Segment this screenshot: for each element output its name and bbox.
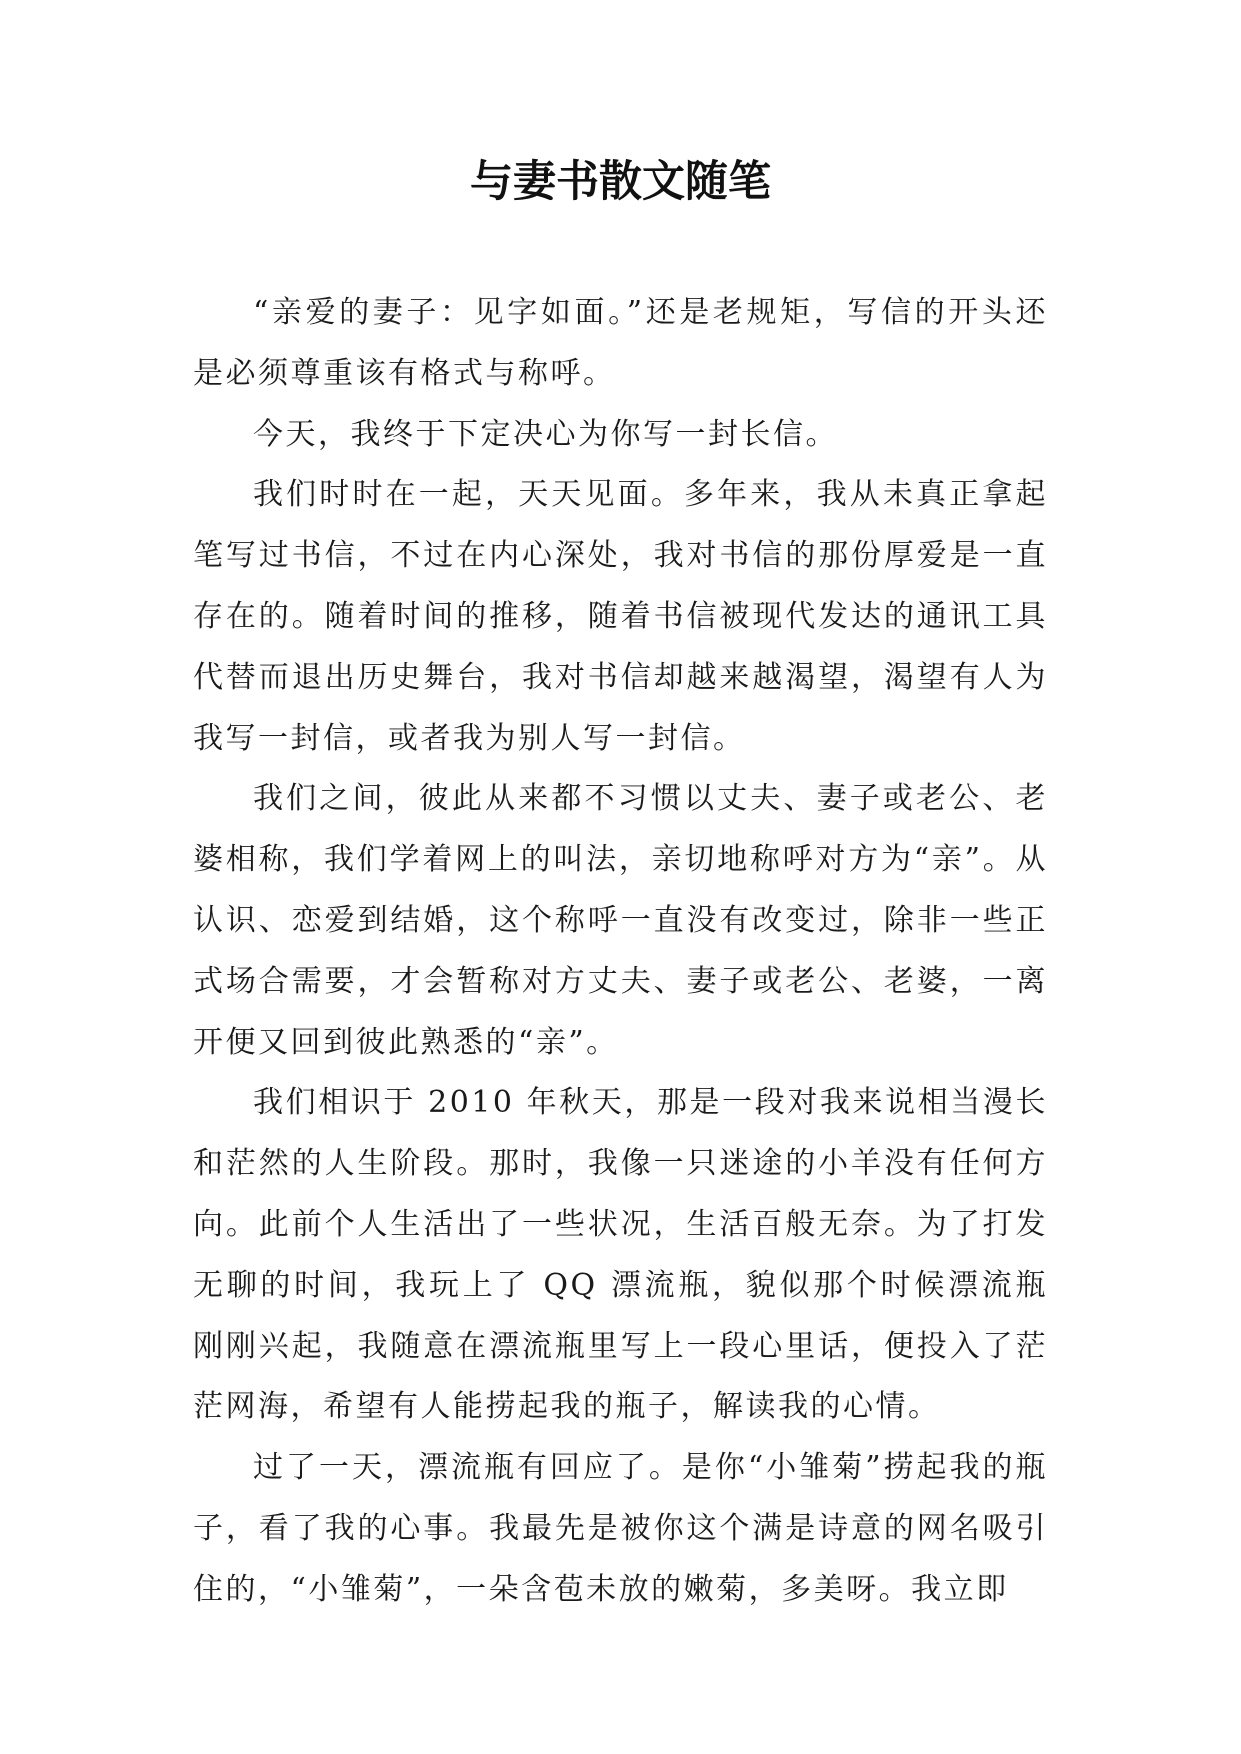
paragraph-greeting: “亲爱的妻子：见字如面。”还是老规矩，写信的开头还是必须尊重该有格式与称呼。 [193, 295, 1048, 391]
paragraph-nickname: 我们之间，彼此从来都不习惯以丈夫、妻子或老公、老婆相称，我们学着网上的叫法，亲切地称呼对方为“亲”。从认识、恋爱到结婚，这个称呼一直没有改变过，除非一些正式场合需要，才会暂称对方丈夫、妻子或老公、老婆，一离开便又回到彼此熟悉的“亲”。 [193, 781, 1048, 1060]
document-title: 与妻书散文随笔 [470, 157, 771, 207]
paragraph-decision: 今天，我终于下定决心为你写一封长信。 [253, 416, 838, 452]
paragraph-meeting: 我们相识于 2010 年秋天，那是一段对我来说相当漫长和茫然的人生阶段。那时，我像一只迷途的小羊没有任何方向。此前个人生活出了一些状况，生活百般无奈。为了打发无聊的时间，我玩上了 QQ 漂流瓶，貌似那个时候漂流瓶刚刚兴起，我随意在漂流瓶里写上一段心里话，便投入了茫茫网海，希望有人能捞起我的瓶子，解读我的心情。 [193, 1085, 1048, 1425]
paragraph-letters: 我们时时在一起，天天见面。多年来，我从未真正拿起笔写过书信，不过在内心深处，我对书信的那份厚爱是一直存在的。随着时间的推移，随着书信被现代发达的通讯工具代替而退出历史舞台，我对书信却越来越渴望，渴望有人为我写一封信，或者我为别人写一封信。 [193, 477, 1048, 756]
document-body [193, 283, 1048, 1621]
paragraph-reply: 过了一天，漂流瓶有回应了。是你“小雏菊”捞起我的瓶子，看了我的心事。我最先是被你这个满是诗意的网名吸引住的，“小雏菊”，一朵含苞未放的嫩菊，多美呀。我立即 [193, 1450, 1048, 1607]
